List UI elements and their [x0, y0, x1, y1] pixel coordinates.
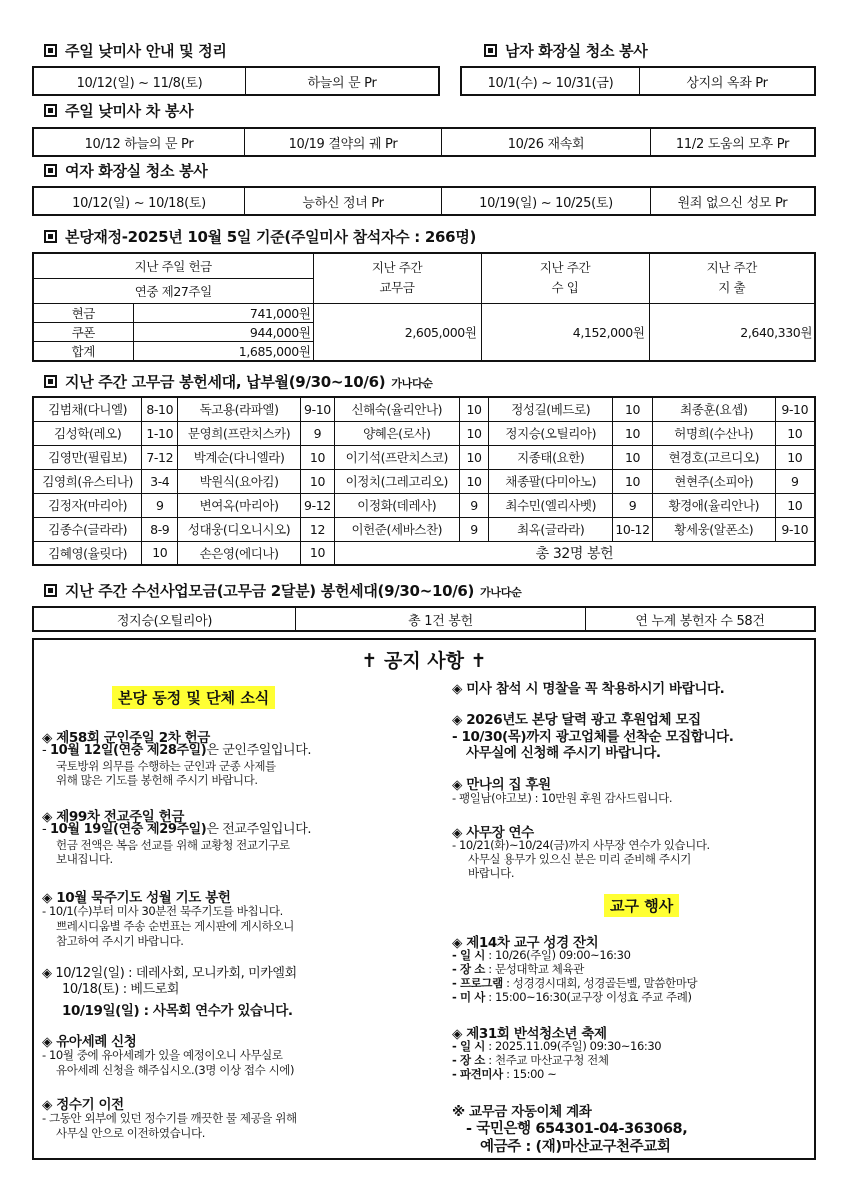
- tithe-month-cell: 10: [300, 469, 334, 493]
- notice-item-text: - 파견미사 : 15:00 ~: [452, 1067, 557, 1081]
- tithe-month-cell: 9-10: [775, 517, 815, 541]
- notice-box: [32, 638, 816, 1160]
- tithe-name-cell: 김성학(레오): [33, 421, 142, 445]
- tithe-month-cell: 10: [459, 421, 489, 445]
- tithe-name-cell: 현경호(고르디오): [653, 445, 776, 469]
- notice-item-heading: ◈ 사무장 연수: [452, 825, 534, 841]
- tithe-month-cell: 10: [613, 445, 653, 469]
- tithe-month-cell: 10: [142, 541, 178, 565]
- finance-value: 1,685,000원: [133, 341, 313, 361]
- square-bullet-icon: [44, 164, 57, 177]
- notice-item-text: 보내집니다.: [56, 852, 113, 866]
- tithe-month-cell: 8-10: [142, 397, 178, 421]
- tithe-month-cell: 9-12: [300, 493, 334, 517]
- tithe-month-cell: 9-10: [775, 397, 815, 421]
- diocese-events-heading: 교구 행사: [604, 894, 679, 917]
- finance-header: 지난 주일 헌금: [33, 253, 313, 278]
- tithe-name-cell: 허명희(수산나): [653, 421, 776, 445]
- finance-header: 지난 주간 지 출: [649, 253, 815, 303]
- notice-item-heading: ◈ 유아세례 신청: [42, 1034, 137, 1050]
- tithe-name-cell: 이헌준(세바스찬): [334, 517, 459, 541]
- notice-item-text: - 프로그램 : 성경경시대회, 성경골든벨, 말씀한마당: [452, 976, 698, 990]
- notice-item-text: - 10/30(목)까지 광고업체를 선착순 모집합니다.: [452, 729, 734, 745]
- tithe-name-cell: 문영희(프란치스카): [178, 421, 301, 445]
- tea-service-cell: 10/19 결약의 궤 Pr: [245, 129, 442, 155]
- section-title-womens-restroom: 여자 화장실 청소 봉사: [44, 160, 207, 181]
- finance-table: [32, 252, 816, 362]
- tithe-month-cell: 9: [142, 493, 178, 517]
- tithe-name-cell: 정지승(오틸리아): [489, 421, 613, 445]
- tithe-month-cell: 7-12: [142, 445, 178, 469]
- notice-item-text: - 일 시 : 10/26(주일) 09:00~16:30: [452, 948, 631, 962]
- tithe-name-cell: 지종태(요한): [489, 445, 613, 469]
- section-title-finance: 본당재정-2025년 10월 5일 기준(주일미사 참석자수 : 266명): [44, 226, 476, 247]
- notice-item-heading: ※ 교무금 자동이체 계좌: [452, 1104, 592, 1120]
- tithe-month-cell: 10: [613, 469, 653, 493]
- womens-restroom-row: [32, 186, 816, 216]
- notice-item-text: - 10/21(화)~10/24(금)까지 사무장 연수가 있습니다.: [452, 838, 710, 852]
- tithe-month-cell: 9: [459, 517, 489, 541]
- tithe-row: [33, 421, 815, 445]
- notice-item-heading: ◈ 2026년도 본당 달력 광고 후원업체 모집: [452, 712, 701, 728]
- tithe-month-cell: 10: [300, 541, 334, 565]
- mens-restroom-group: 상지의 옥좌 Pr: [686, 75, 768, 91]
- finance-label: 현금: [33, 303, 133, 322]
- notice-item-text: ◈ 10/12일(일) : 데레사회, 모니카회, 미카엘회: [42, 966, 297, 981]
- tithe-month-cell: 10: [459, 469, 489, 493]
- tea-service-cell: 10/12 하늘의 문 Pr: [34, 129, 245, 155]
- notice-item-text: 유아세례 신청을 해주십시오.(3명 이상 접수 시에): [56, 1063, 295, 1077]
- tea-service-cell: 10/26 재속회: [442, 129, 651, 155]
- tea-service-cell: 11/2 도움의 모후 Pr: [675, 136, 790, 152]
- notice-item-text: - 장 소 : 문성대학교 체육관: [452, 962, 584, 976]
- tithe-name-cell: 채종팔(다미아노): [489, 469, 613, 493]
- tithe-name-cell: 손은영(에디나): [178, 541, 301, 565]
- tithe-total: 총 32명 봉헌: [334, 541, 815, 565]
- tithe-name-cell: 성대웅(디오니시오): [178, 517, 301, 541]
- tithe-name-cell: 황경애(율리안나): [653, 493, 776, 517]
- tithe-name-cell: 신해숙(율리안나): [334, 397, 459, 421]
- tithe-name-cell: 이기석(프란치스코): [334, 445, 459, 469]
- mission-cumulative: 연 누계 봉헌자 수 58건: [635, 613, 765, 629]
- notice-item-text: - 10/1(수)부터 미사 30분전 묵주기도를 바칩니다.: [42, 904, 283, 918]
- notice-item-text: - 10월 중에 유아세례가 있을 예정이오니 사무실로: [42, 1048, 283, 1062]
- womens-restroom-cell: 10/12(일) ~ 10/18(토): [34, 188, 245, 214]
- notice-item-text: - 팽일남(야고보) : 10만원 후원 감사드립니다.: [452, 791, 673, 805]
- mass-guide-row: [32, 66, 440, 96]
- tithe-name-cell: 박원식(요아킴): [178, 469, 301, 493]
- tithe-row: [33, 493, 815, 517]
- notice-title: ✝ 공지 사항 ✝: [361, 650, 487, 672]
- tithe-month-cell: 10: [775, 493, 815, 517]
- tithe-name-cell: 독고용(라파엘): [178, 397, 301, 421]
- mission-row: [32, 606, 816, 632]
- tithe-name-cell: 최종훈(요셉): [653, 397, 776, 421]
- square-bullet-icon: [44, 375, 57, 388]
- tithe-month-cell: 9: [775, 469, 815, 493]
- tithe-row: [33, 469, 815, 493]
- finance-gyomu-value: 2,605,000원: [313, 303, 481, 361]
- notice-item-heading: ◈ 제31회 반석청소년 축제: [452, 1026, 607, 1042]
- notice-item-text: 10/18(토) : 베드로회: [62, 982, 180, 997]
- tithe-month-cell: 10: [775, 445, 815, 469]
- tithe-month-cell: 12: [300, 517, 334, 541]
- section-title-tea-service: 주일 낮미사 차 봉사: [44, 100, 193, 121]
- notice-item-text: - 그동안 외부에 있던 정수기를 깨끗한 물 제공을 위해: [42, 1111, 297, 1125]
- notice-item-text: 사무실에 신청해 주시기 바랍니다.: [466, 745, 661, 761]
- square-bullet-icon: [44, 44, 57, 57]
- notice-item-text: 헌금 전액은 복음 선교를 위해 교황청 전교기구로: [56, 838, 290, 852]
- tithe-name-cell: 김종수(글라라): [33, 517, 142, 541]
- account-holder-text: 예금주 : (재)마산교구천주교회: [480, 1139, 671, 1155]
- notice-item-text: - 일 시 : 2025.11.09(주일) 09:30~16:30: [452, 1039, 662, 1053]
- notice-item-text: 쁘레시디움별 주송 순번표는 게시판에 게시하오니: [56, 919, 294, 933]
- tithe-name-cell: 이정화(데레사): [334, 493, 459, 517]
- tithe-table: [32, 396, 816, 566]
- notice-item-heading: ◈ 제14차 교구 성경 잔치: [452, 935, 599, 951]
- tithe-name-cell: 최수민(엘리사벳): [489, 493, 613, 517]
- tithe-row: [33, 397, 815, 421]
- notice-item-text: - 10월 12일(연중 제28주일)은 군인주일입니다.: [42, 743, 312, 758]
- tithe-name-cell: 최옥(글라라): [489, 517, 613, 541]
- tea-service-row: [32, 127, 816, 157]
- tithe-month-cell: 10: [459, 397, 489, 421]
- tithe-name-cell: 김정자(마리아): [33, 493, 142, 517]
- tithe-name-cell: 이정치(그레고리오): [334, 469, 459, 493]
- notice-item-text: - 장 소 : 천주교 마산교구청 전체: [452, 1053, 609, 1067]
- tithe-name-cell: 김영만(필립보): [33, 445, 142, 469]
- section-title-mass-guide: 주일 낮미사 안내 및 정리: [44, 40, 227, 61]
- tithe-name-cell: 변여옥(마리아): [178, 493, 301, 517]
- tithe-month-cell: 10: [613, 421, 653, 445]
- notice-item-text: 위해 많은 기도를 봉헌해 주시기 바랍니다.: [56, 773, 258, 787]
- finance-header: 연중 제27주일: [33, 278, 313, 303]
- notice-item-heading: ◈ 미사 참석 시 명찰을 꼭 착용하시기 바랍니다.: [452, 681, 725, 697]
- square-bullet-icon: [44, 104, 57, 117]
- tithe-name-cell: 양혜은(로사): [334, 421, 459, 445]
- tithe-row: [33, 517, 815, 541]
- finance-label: 합계: [33, 341, 133, 361]
- tithe-month-cell: 8-9: [142, 517, 178, 541]
- mass-guide-group: 하늘의 문 Pr: [307, 75, 377, 91]
- finance-expense-value: 2,640,330원: [649, 303, 815, 361]
- tithe-month-cell: 1-10: [142, 421, 178, 445]
- tithe-name-cell: 김혜영(율릿다): [33, 541, 142, 565]
- section-title-tithe: 지난 주간 고무금 봉헌세대, 납부월(9/30~10/6) 가나다순: [44, 371, 433, 392]
- notice-item-text: - 미 사 : 15:00~16:30(교구장 이성효 주교 주례): [452, 990, 692, 1004]
- bank-account-text: - 국민은행 654301-04-363068,: [466, 1121, 688, 1137]
- notice-item-heading: ◈ 만나의 집 후원: [452, 777, 551, 793]
- square-bullet-icon: [44, 584, 57, 597]
- notice-item-text: 참고하여 주시기 바랍니다.: [56, 934, 184, 948]
- tithe-name-cell: 현현주(소피아): [653, 469, 776, 493]
- tithe-name-cell: 박계순(다니엘라): [178, 445, 301, 469]
- parish-news-heading: 본당 동정 및 단체 소식: [112, 686, 275, 709]
- womens-restroom-cell: 원죄 없으신 성모 Pr: [677, 195, 788, 211]
- tithe-name-cell: 황세웅(알폰소): [653, 517, 776, 541]
- notice-item-heading: ◈ 제99차 전교주일 헌금: [42, 809, 184, 825]
- square-bullet-icon: [484, 44, 497, 57]
- section-title-mission: 지난 주간 수선사업모금(고무금 2달분) 봉헌세대(9/30~10/6) 가나다순: [44, 580, 521, 601]
- tithe-month-cell: 10: [613, 397, 653, 421]
- mission-count: 총 1건 봉헌: [296, 608, 586, 630]
- notice-item-text: - 10월 19일(연중 제29주일)은 전교주일입니다.: [42, 822, 312, 837]
- tithe-month-cell: 10: [300, 445, 334, 469]
- womens-restroom-cell: 능하신 정녀 Pr: [245, 188, 442, 214]
- tithe-name-cell: 김범채(다니엘): [33, 397, 142, 421]
- finance-header: 지난 주간 교무금: [313, 253, 481, 303]
- square-bullet-icon: [44, 230, 57, 243]
- tithe-name-cell: 김영희(유스티나): [33, 469, 142, 493]
- notice-item-text: 국토방위 의무를 수행하는 군인과 군종 사제를: [56, 759, 276, 773]
- notice-item-heading: ◈ 제58회 군인주일 2차 헌금: [42, 730, 210, 746]
- notice-item-text: 10/19일(일) : 사목회 연수가 있습니다.: [62, 1003, 293, 1019]
- finance-income-value: 4,152,000원: [481, 303, 649, 361]
- tithe-name-cell: 정성길(베드로): [489, 397, 613, 421]
- finance-header: 지난 주간 수 입: [481, 253, 649, 303]
- notice-item-heading: ◈ 10월 묵주기도 성월 기도 봉헌: [42, 890, 231, 906]
- finance-value: 944,000원: [133, 322, 313, 341]
- tithe-month-cell: 9: [613, 493, 653, 517]
- mens-restroom-row: [460, 66, 816, 96]
- section-title-mens-restroom: 남자 화장실 청소 봉사: [484, 40, 647, 61]
- womens-restroom-cell: 10/19(일) ~ 10/25(토): [442, 188, 651, 214]
- tithe-month-cell: 9: [300, 421, 334, 445]
- mission-name: 정지승(오틸리아): [34, 608, 296, 630]
- tithe-month-cell: 9-10: [300, 397, 334, 421]
- notice-item-text: 바랍니다.: [468, 866, 515, 880]
- notice-item-text: 사무실 용무가 있으신 분은 미리 준비해 주시기: [468, 852, 692, 866]
- notice-item-text: 사무실 안으로 이전하였습니다.: [56, 1126, 205, 1140]
- finance-label: 쿠폰: [33, 322, 133, 341]
- notice-item-heading: ◈ 정수기 이전: [42, 1097, 124, 1113]
- mens-restroom-date: 10/1(수) ~ 10/31(금): [462, 68, 640, 94]
- tithe-month-cell: 10: [775, 421, 815, 445]
- tithe-month-cell: 9: [459, 493, 489, 517]
- tithe-month-cell: 10: [459, 445, 489, 469]
- tithe-month-cell: 3-4: [142, 469, 178, 493]
- tithe-month-cell: 10-12: [613, 517, 653, 541]
- mass-guide-date: 10/12(일) ~ 11/8(토): [34, 68, 246, 94]
- finance-value: 741,000원: [133, 303, 313, 322]
- tithe-row: [33, 445, 815, 469]
- tithe-row: [33, 541, 815, 565]
